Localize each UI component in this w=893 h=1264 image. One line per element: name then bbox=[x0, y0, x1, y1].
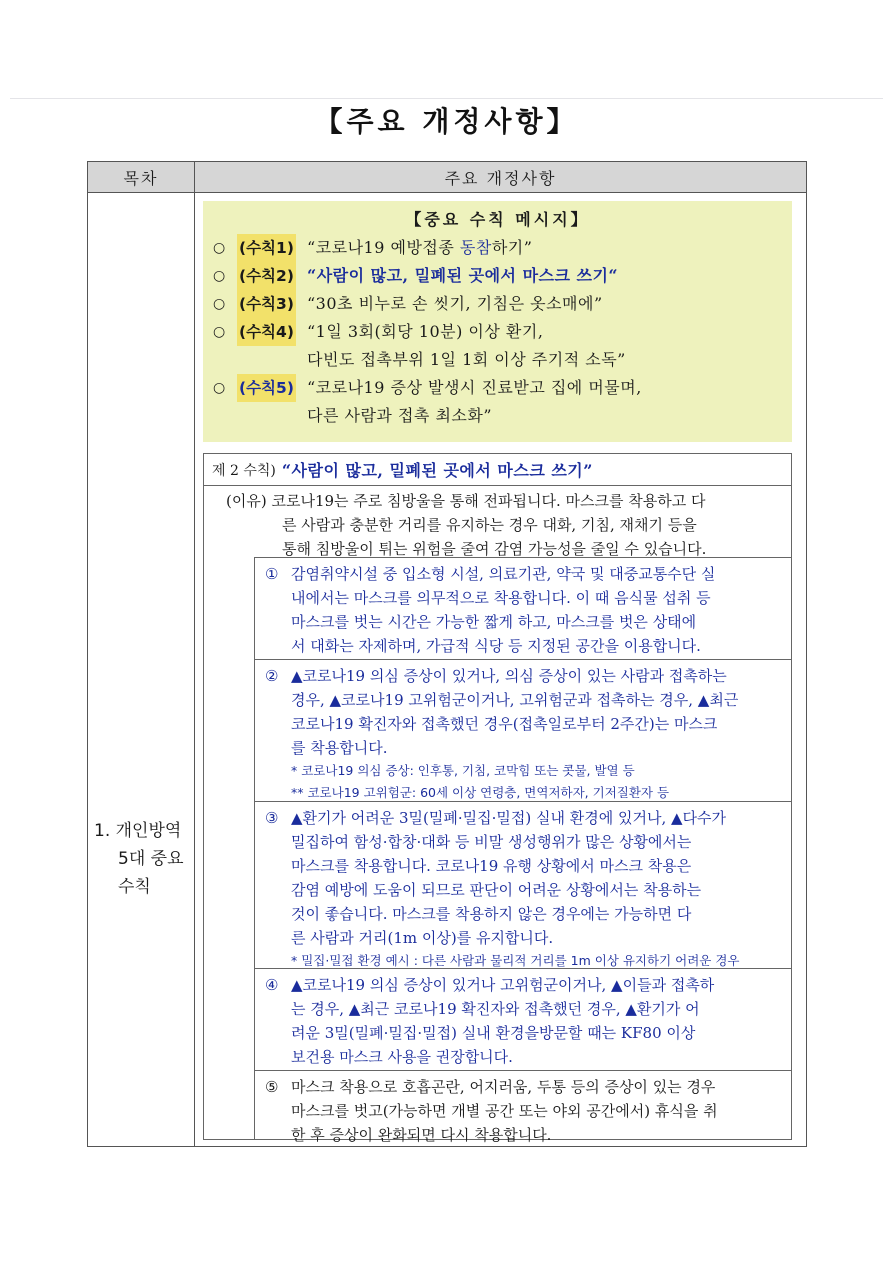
item-line: 른 사람과 거리(1m 이상)를 유지합니다. bbox=[291, 929, 554, 947]
section-prefix: 제 2 수칙) bbox=[212, 462, 276, 479]
item-line: 감염취약시설 중 입소형 시설, 의료기관, 약국 및 대중교통수단 실 bbox=[291, 565, 716, 583]
reason-paragraph bbox=[226, 489, 781, 561]
rule-text: 다빈도 접촉부위 1일 1회 이상 주기적 소독” bbox=[307, 350, 626, 369]
toc-label-line: 수칙 bbox=[118, 877, 151, 897]
rule-label: (수칙3) bbox=[237, 290, 296, 318]
item-number: ④ bbox=[265, 976, 279, 994]
table-header-toc: 목차 bbox=[87, 161, 195, 193]
page-title: 【주요 개정사항】 bbox=[314, 105, 579, 138]
item-line: 것이 좋습니다. 마스크를 착용하지 않은 경우에는 가능하면 다 bbox=[291, 905, 692, 923]
rule-text: “코로나19 증상 발생시 진료받고 집에 머물며, bbox=[307, 378, 642, 397]
item-number: ⑤ bbox=[265, 1078, 279, 1096]
item-note: ** 코로나19 고위험군: 60세 이상 연령층, 면역저하자, 기저질환자 등 bbox=[291, 785, 670, 800]
item-line: 마스크를 벗는 시간은 가능한 짧게 하고, 마스크를 벗은 상태에 bbox=[291, 613, 697, 631]
section-title: “사람이 많고, 밀폐된 곳에서 마스크 쓰기” bbox=[281, 461, 593, 480]
rule-text: “1일 3회(회당 10분) 이상 환기, bbox=[307, 322, 544, 341]
item-line: 경우, ▲코로나19 고위험군이거나, 고위험군과 접촉하는 경우, ▲최근 bbox=[291, 691, 739, 709]
rule-label: (수칙4) bbox=[237, 318, 296, 346]
bullet: ○ bbox=[213, 296, 226, 312]
item-line: 밀집하여 함성·합창·대화 등 비말 생성행위가 많은 상황에서는 bbox=[291, 833, 692, 851]
toc-label bbox=[94, 817, 190, 901]
bullet: ○ bbox=[213, 240, 226, 256]
item-line: ▲코로나19 의심 증상이 있거나, 의심 증상이 있는 사람과 접촉하는 bbox=[291, 667, 727, 685]
toc-label-line: 5대 중요 bbox=[118, 849, 184, 869]
item-number: ① bbox=[265, 565, 279, 583]
item-line: 려운 3밀(밀폐·밀집·밀접) 실내 환경을방문할 때는 KF80 이상 bbox=[291, 1024, 696, 1042]
item-line: 감염 예방에 도움이 되므로 판단이 어려운 상황에서는 착용하는 bbox=[291, 881, 702, 899]
item-line: 마스크 착용으로 호흡곤란, 어지러움, 두통 등의 증상이 있는 경우 bbox=[291, 1078, 716, 1096]
mask-item bbox=[254, 801, 791, 968]
item-line: ▲환기가 어려운 3밀(밀폐·밀집·밀접) 실내 환경에 있거나, ▲다수가 bbox=[291, 809, 726, 827]
rule-text: “사람이 많고, 밀폐된 곳에서 마스크 쓰기“ bbox=[307, 266, 619, 285]
item-line: 보건용 마스크 사용을 권장합니다. bbox=[291, 1048, 513, 1066]
item-note: * 코로나19 의심 증상: 인후통, 기침, 코막힘 또는 콧물, 발열 등 bbox=[291, 763, 635, 778]
item-number: ② bbox=[265, 667, 279, 685]
item-line: 를 착용합니다. bbox=[291, 739, 388, 757]
rule-label: (수칙1) bbox=[237, 234, 296, 262]
bullet: ○ bbox=[213, 380, 226, 396]
mask-item bbox=[254, 1070, 791, 1144]
reason-line: 통해 침방울이 튀는 위험을 줄여 감염 가능성을 줄일 수 있습니다. bbox=[282, 540, 707, 558]
reason-label: (이유) bbox=[226, 492, 267, 510]
item-line: ▲코로나19 의심 증상이 있거나 고위험군이거나, ▲이들과 접촉하 bbox=[291, 976, 715, 994]
key-messages-box bbox=[203, 201, 792, 442]
rule-text: “30초 비누로 손 씻기, 기침은 옷소매에” bbox=[307, 294, 603, 313]
item-note: * 밀집·밀접 환경 예시 : 다른 사람과 물리적 거리를 1m 이상 유지하기 어려운 경우 bbox=[291, 953, 740, 968]
item-line: 코로나19 확진자와 접촉했던 경우(접촉일로부터 2주간)는 마스크 bbox=[291, 715, 718, 733]
rule-row bbox=[203, 374, 792, 430]
item-number: ③ bbox=[265, 809, 279, 827]
bullet: ○ bbox=[213, 268, 226, 284]
rule-2-section bbox=[203, 453, 792, 1144]
item-line: 마스크를 벗고(가능하면 개별 공간 또는 야외 공간에서) 휴식을 취 bbox=[291, 1102, 718, 1120]
reason-line: 른 사람과 충분한 거리를 유지하는 경우 대화, 기침, 재채기 등을 bbox=[282, 516, 697, 534]
bullet: ○ bbox=[213, 324, 226, 340]
rule-text: “코로나19 예방접종 동참하기” bbox=[307, 238, 533, 257]
rule-row bbox=[203, 290, 792, 318]
item-line: 내에서는 마스크를 의무적으로 착용합니다. 이 때 음식물 섭취 등 bbox=[291, 589, 711, 607]
reason-line: 코로나19는 주로 침방울을 통해 전파됩니다. 마스크를 착용하고 다 bbox=[271, 492, 706, 510]
mask-item bbox=[254, 557, 791, 659]
rule-text: 다른 사람과 접촉 최소화” bbox=[307, 406, 492, 425]
section-heading bbox=[204, 454, 791, 486]
item-line: 마스크를 착용합니다. 코로나19 유행 상황에서 마스크 착용은 bbox=[291, 857, 692, 875]
toc-label-line: 1. 개인방역 bbox=[94, 821, 182, 841]
item-line: 서 대화는 자제하며, 가급적 식당 등 지정된 공간을 이용합니다. bbox=[291, 637, 701, 655]
mask-item bbox=[254, 968, 791, 1070]
scan-artifact-line bbox=[10, 98, 883, 99]
item-line: 는 경우, ▲최근 코로나19 확진자와 접촉했던 경우, ▲환기가 어 bbox=[291, 1000, 700, 1018]
rule-row bbox=[203, 262, 792, 290]
key-messages-title: 【중요 수칙 메시지】 bbox=[405, 210, 590, 229]
toc-column bbox=[87, 192, 195, 1147]
rule-row bbox=[203, 234, 792, 262]
rule-label: (수칙2) bbox=[237, 262, 296, 290]
table-header-changes: 주요 개정사항 bbox=[194, 161, 807, 193]
rule-label: (수칙5) bbox=[237, 374, 296, 402]
mask-item bbox=[254, 659, 791, 801]
item-line: 한 후 증상이 완화되면 다시 착용합니다. bbox=[291, 1126, 552, 1144]
rule-row bbox=[203, 318, 792, 374]
